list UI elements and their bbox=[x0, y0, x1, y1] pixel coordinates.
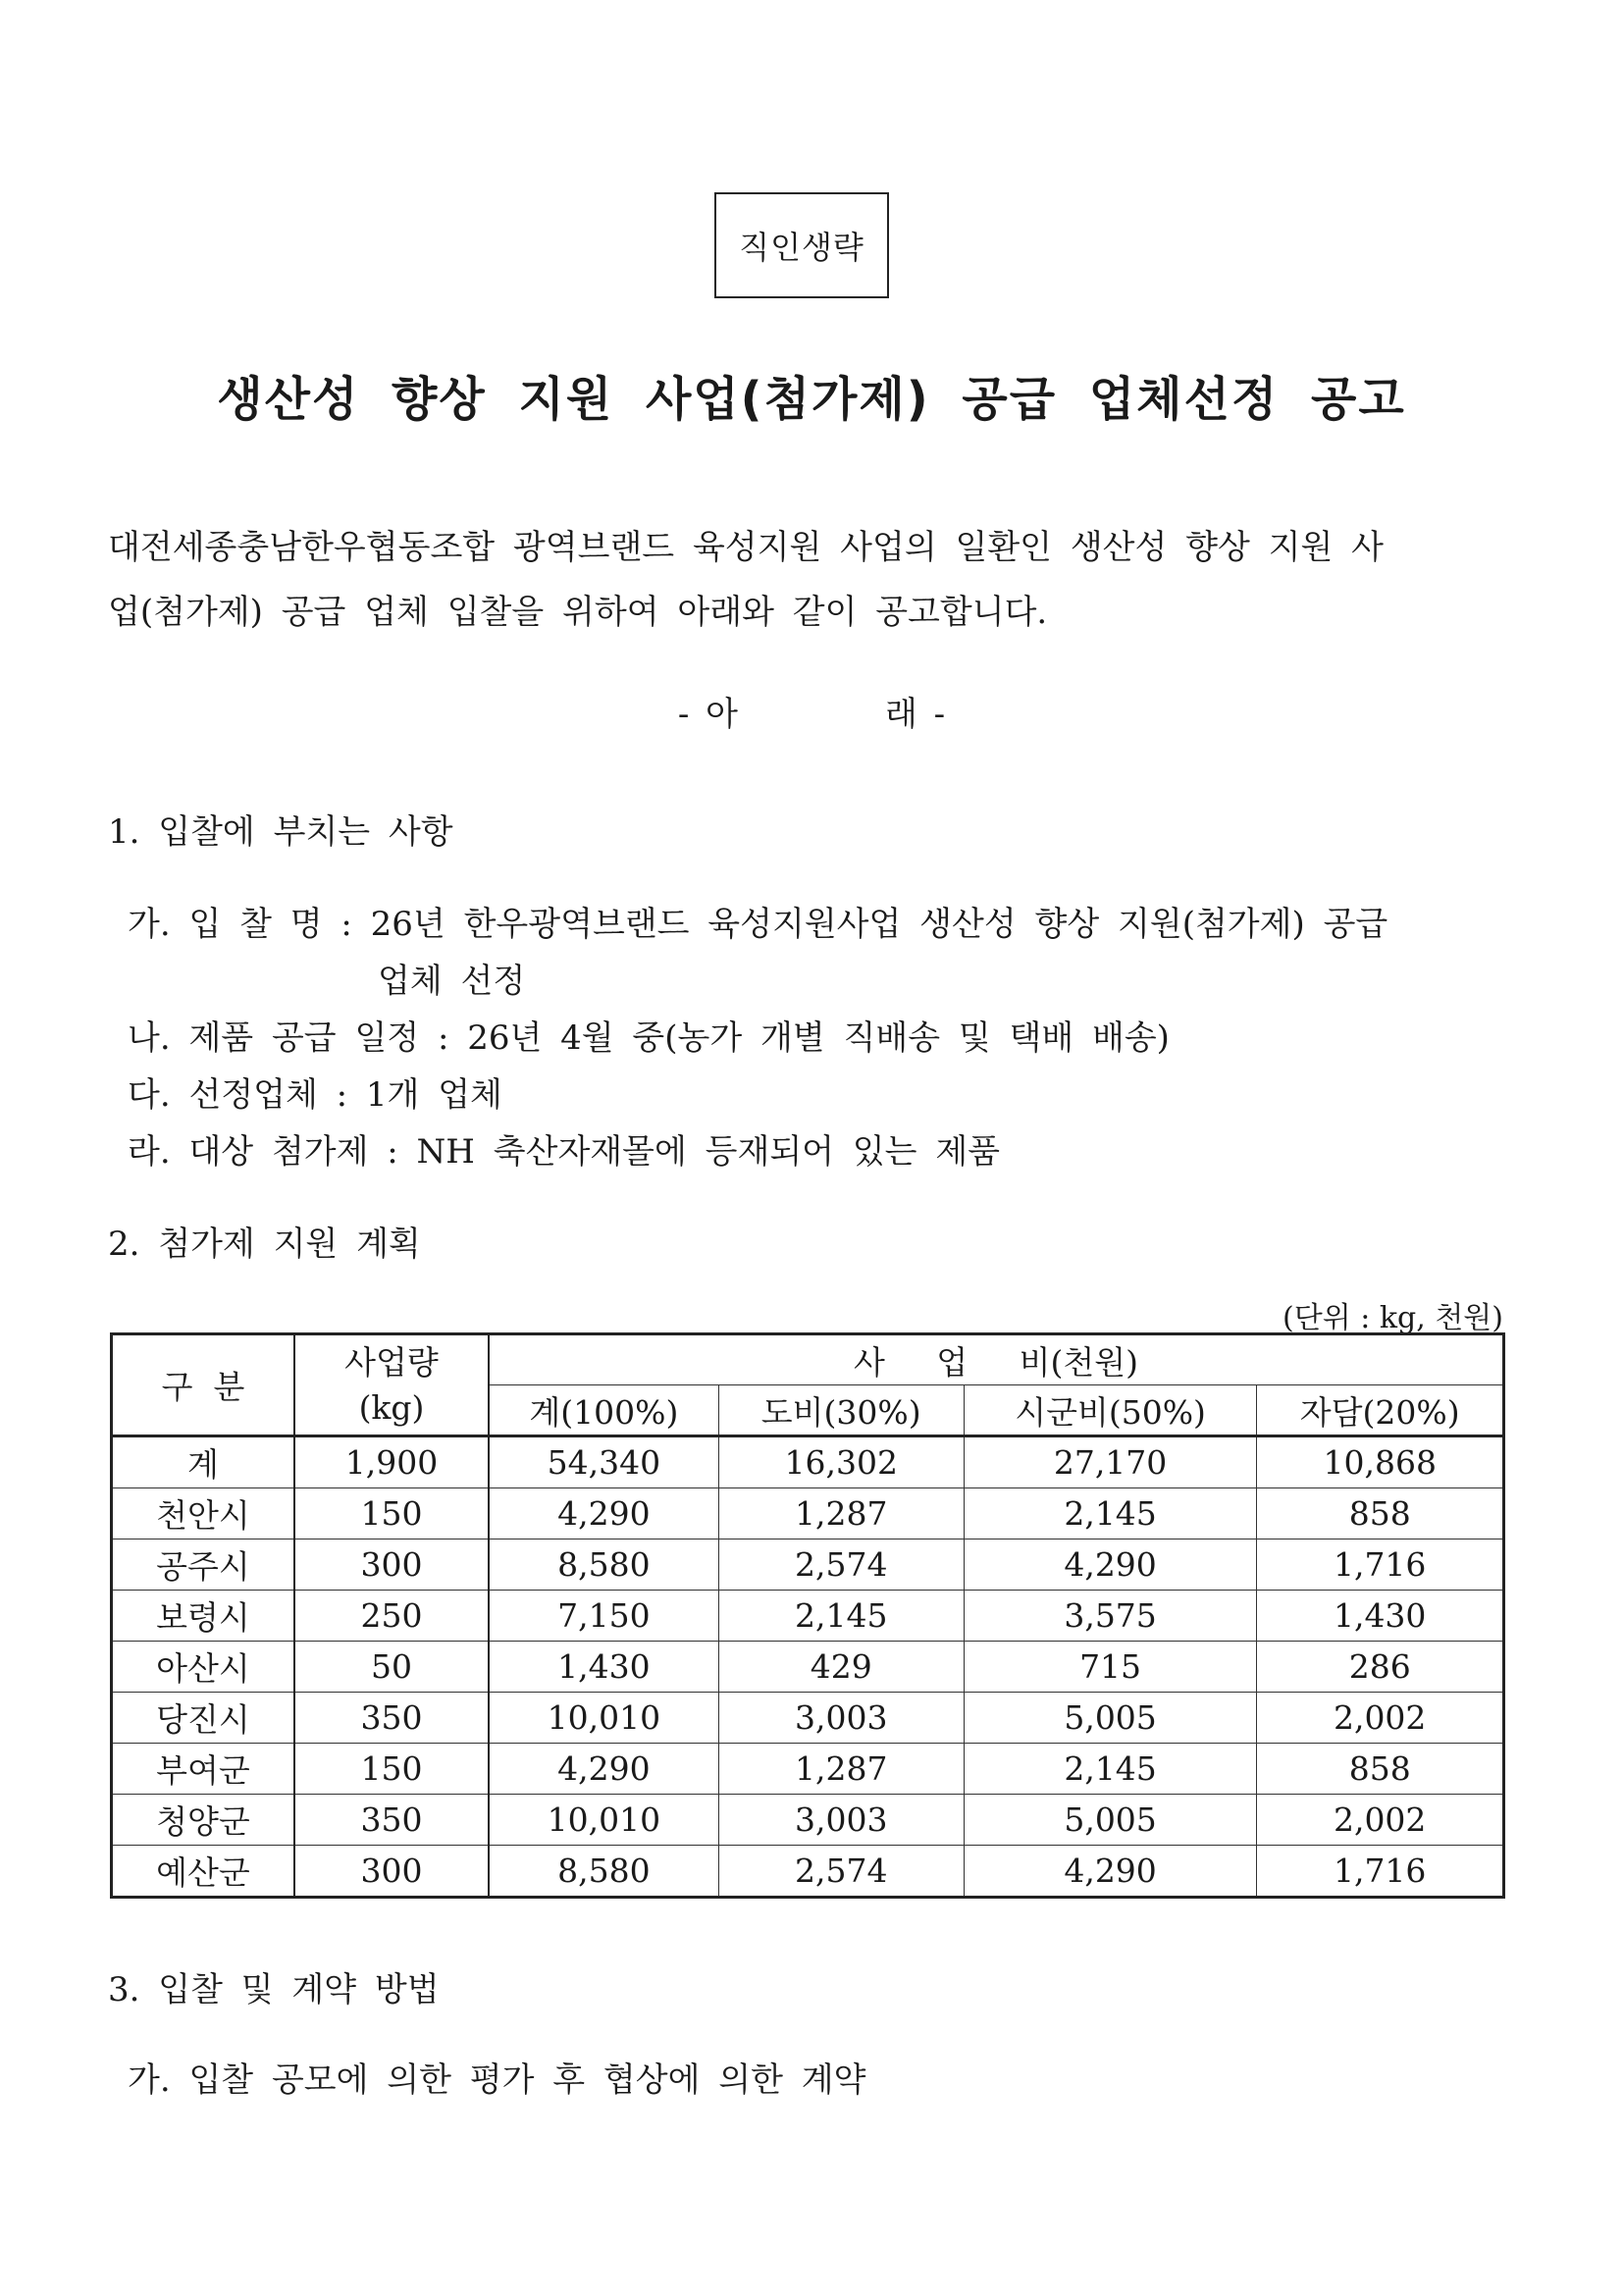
cell-self: 1,716 bbox=[1257, 1539, 1504, 1591]
cell-self: 1,716 bbox=[1257, 1846, 1504, 1898]
below-marker bbox=[0, 687, 1623, 735]
header-quantity bbox=[294, 1334, 489, 1436]
cell-province: 429 bbox=[718, 1642, 964, 1693]
cell-city: 4,290 bbox=[964, 1539, 1257, 1591]
subheader-province: 도비(30%) bbox=[718, 1385, 964, 1436]
below-marker-right: 래 - bbox=[885, 695, 946, 734]
table-row bbox=[112, 1693, 1504, 1744]
cell-self: 858 bbox=[1257, 1488, 1504, 1539]
section-1-item-d: 라. 대상 첨가제 : NH 축산자재몰에 등재되어 있는 제품 bbox=[128, 1132, 1001, 1172]
intro-paragraph bbox=[108, 515, 1506, 645]
support-plan-table bbox=[110, 1332, 1505, 1899]
cell-total: 8,580 bbox=[489, 1539, 718, 1591]
stamp-omitted-box bbox=[714, 192, 889, 298]
below-marker-left: - 아 bbox=[677, 695, 738, 734]
cell-province: 1,287 bbox=[718, 1744, 964, 1795]
cell-region: 당진시 bbox=[112, 1693, 295, 1744]
cell-city: 5,005 bbox=[964, 1795, 1257, 1846]
table-row bbox=[112, 1488, 1504, 1539]
cell-self: 858 bbox=[1257, 1744, 1504, 1795]
cell-region: 아산시 bbox=[112, 1642, 295, 1693]
cell-total: 1,430 bbox=[489, 1642, 718, 1693]
section-1-item-b: 나. 제품 공급 일정 : 26년 4월 중(농가 개별 직배송 및 택배 배송) bbox=[128, 1018, 1170, 1058]
cell-region: 천안시 bbox=[112, 1488, 295, 1539]
cell-province: 2,574 bbox=[718, 1539, 964, 1591]
table-row bbox=[112, 1591, 1504, 1642]
cell-total: 10,010 bbox=[489, 1795, 718, 1846]
cell-quantity: 300 bbox=[294, 1846, 489, 1898]
cell-self: 1,430 bbox=[1257, 1591, 1504, 1642]
cell-quantity: 1,900 bbox=[294, 1436, 489, 1488]
cell-region: 계 bbox=[112, 1436, 295, 1488]
cell-region: 부여군 bbox=[112, 1744, 295, 1795]
cell-total: 4,290 bbox=[489, 1744, 718, 1795]
section-3-heading: 3. 입찰 및 계약 방법 bbox=[108, 1970, 440, 2009]
cell-total: 7,150 bbox=[489, 1591, 718, 1642]
section-2-heading: 2. 첨가제 지원 계획 bbox=[108, 1225, 421, 1264]
table-row bbox=[112, 1642, 1504, 1693]
subheader-city: 시군비(50%) bbox=[964, 1385, 1257, 1436]
intro-line-1: 대전세종충남한우협동조합 광역브랜드 육성지원 사업의 일환인 생산성 향상 지원 사 bbox=[108, 528, 1384, 567]
cell-quantity: 250 bbox=[294, 1591, 489, 1642]
header-project-cost: 사 업 비(천원) bbox=[489, 1334, 1504, 1385]
cell-province: 1,287 bbox=[718, 1488, 964, 1539]
document-title: 생산성 향상 지원 사업(첨가제) 공급 업체선정 공고 bbox=[217, 372, 1406, 427]
cell-province: 16,302 bbox=[718, 1436, 964, 1488]
cell-region: 청양군 bbox=[112, 1795, 295, 1846]
cell-total: 4,290 bbox=[489, 1488, 718, 1539]
stamp-label: 직인생략 bbox=[739, 229, 864, 266]
unit-note: (단위 : kg, 천원) bbox=[1283, 1301, 1503, 1335]
section-3-item-a: 가. 입찰 공모에 의한 평가 후 협상에 의한 계약 bbox=[128, 2061, 866, 2100]
table-row bbox=[112, 1744, 1504, 1795]
cell-quantity: 50 bbox=[294, 1642, 489, 1693]
cell-region: 예산군 bbox=[112, 1846, 295, 1898]
cell-total: 54,340 bbox=[489, 1436, 718, 1488]
cell-quantity: 150 bbox=[294, 1744, 489, 1795]
cell-total: 8,580 bbox=[489, 1846, 718, 1898]
cell-province: 2,574 bbox=[718, 1846, 964, 1898]
cell-city: 3,575 bbox=[964, 1591, 1257, 1642]
section-1-heading: 1. 입찰에 부치는 사항 bbox=[108, 812, 453, 852]
subheader-total: 계(100%) bbox=[489, 1385, 718, 1436]
header-quantity-line2: (kg) bbox=[358, 1387, 425, 1427]
section-1-item-a: 가. 입 찰 명 : 26년 한우광역브랜드 육성지원사업 생산성 향상 지원(첨가제) 공급 bbox=[128, 905, 1388, 944]
cell-self: 2,002 bbox=[1257, 1693, 1504, 1744]
cell-quantity: 350 bbox=[294, 1795, 489, 1846]
cell-city: 5,005 bbox=[964, 1693, 1257, 1744]
subheader-self: 자담(20%) bbox=[1257, 1385, 1504, 1436]
cell-province: 3,003 bbox=[718, 1693, 964, 1744]
cell-quantity: 350 bbox=[294, 1693, 489, 1744]
table-row bbox=[112, 1846, 1504, 1898]
cell-province: 2,145 bbox=[718, 1591, 964, 1642]
cell-self: 10,868 bbox=[1257, 1436, 1504, 1488]
intro-line-2: 업(첨가제) 공급 업체 입찰을 위하여 아래와 같이 공고합니다. bbox=[108, 593, 1048, 632]
cell-self: 286 bbox=[1257, 1642, 1504, 1693]
cell-city: 715 bbox=[964, 1642, 1257, 1693]
cell-city: 2,145 bbox=[964, 1744, 1257, 1795]
cell-city: 27,170 bbox=[964, 1436, 1257, 1488]
header-category: 구 분 bbox=[112, 1334, 295, 1436]
header-quantity-line1: 사업량 bbox=[344, 1342, 439, 1382]
cell-city: 4,290 bbox=[964, 1846, 1257, 1898]
section-1-item-c: 다. 선정업체 : 1개 업체 bbox=[128, 1075, 502, 1115]
cell-total: 10,010 bbox=[489, 1693, 718, 1744]
cell-region: 보령시 bbox=[112, 1591, 295, 1642]
cell-province: 3,003 bbox=[718, 1795, 964, 1846]
cell-quantity: 150 bbox=[294, 1488, 489, 1539]
table-row bbox=[112, 1539, 1504, 1591]
cell-region: 공주시 bbox=[112, 1539, 295, 1591]
cell-self: 2,002 bbox=[1257, 1795, 1504, 1846]
table-row bbox=[112, 1795, 1504, 1846]
cell-quantity: 300 bbox=[294, 1539, 489, 1591]
table-row bbox=[112, 1436, 1504, 1488]
cell-city: 2,145 bbox=[964, 1488, 1257, 1539]
section-1-item-a-cont: 업체 선정 bbox=[378, 962, 526, 1001]
